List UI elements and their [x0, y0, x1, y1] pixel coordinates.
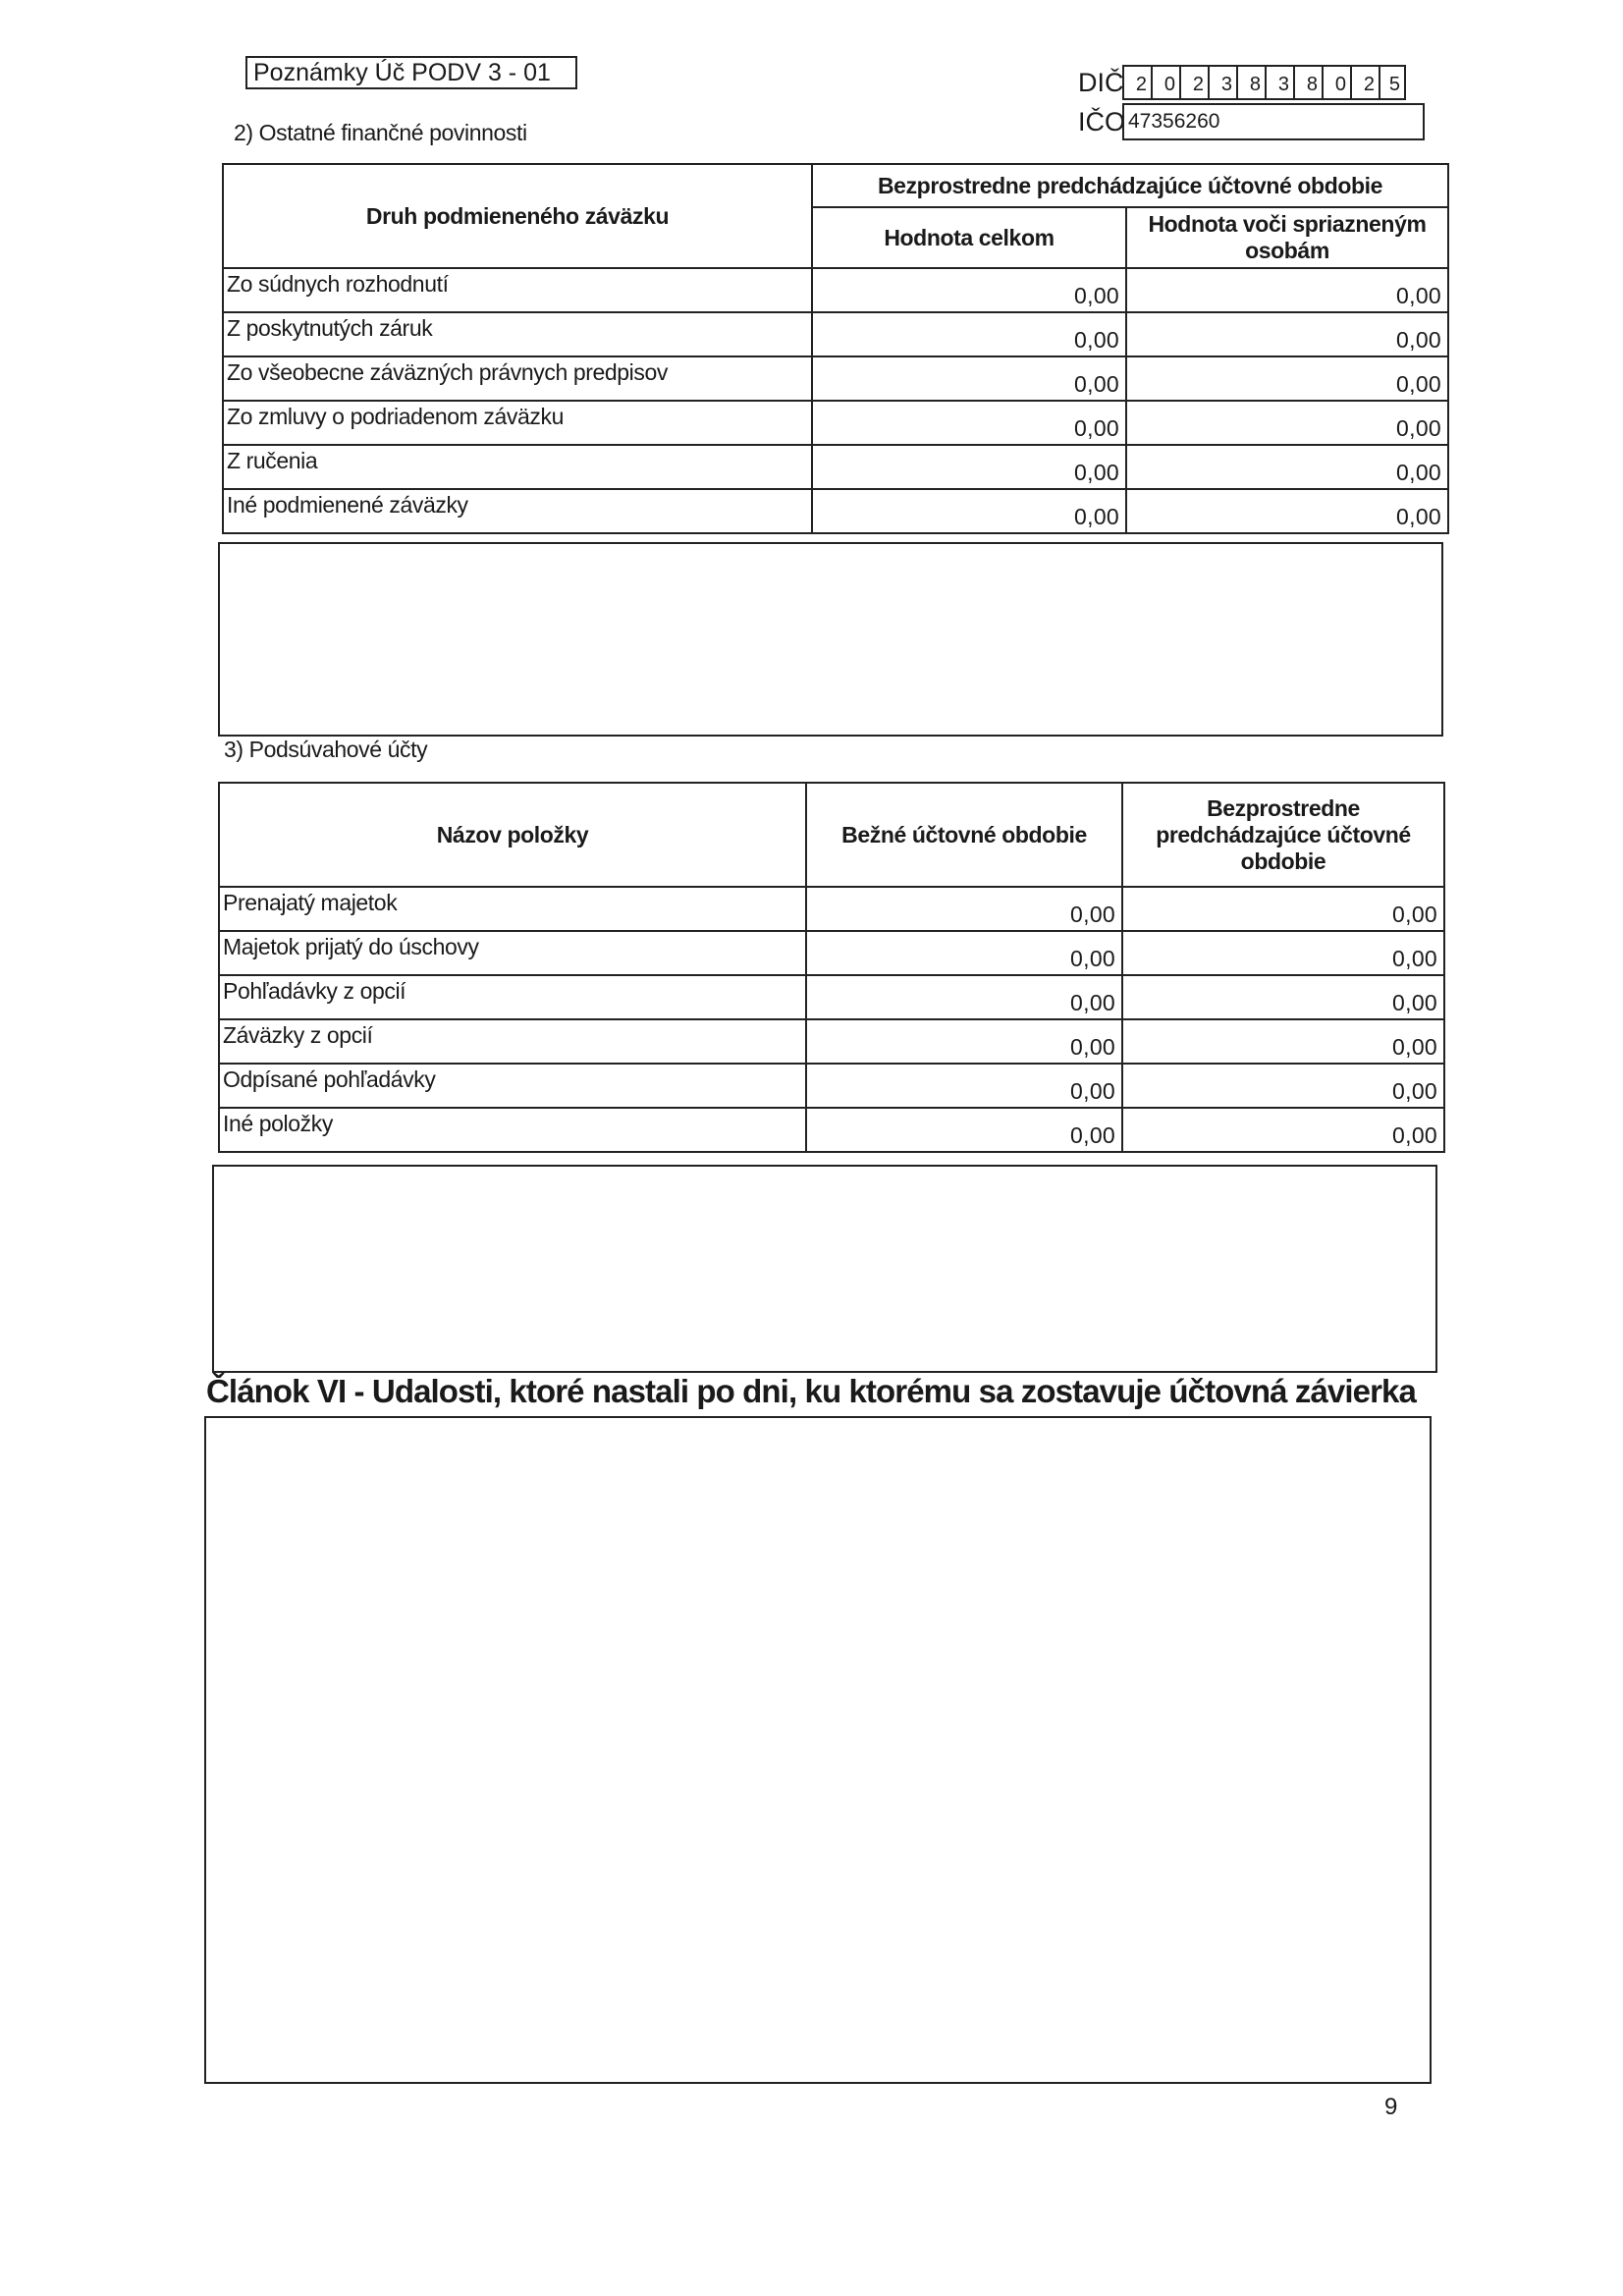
col-header-total-value: Hodnota celkom: [812, 207, 1126, 268]
table-row: [223, 489, 1448, 533]
table-row: [219, 1064, 1444, 1108]
value-previous: 0,00: [1122, 1108, 1444, 1152]
table-row: [219, 931, 1444, 975]
value-previous: 0,00: [1122, 1064, 1444, 1108]
dic-digit: 2: [1124, 67, 1153, 98]
dic-digit: 3: [1210, 67, 1238, 98]
off-balance-accounts-table: [218, 782, 1445, 1153]
value-total: 0,00: [812, 401, 1126, 445]
value-current: 0,00: [806, 1108, 1122, 1152]
table-row: [219, 887, 1444, 931]
dic-digit: 5: [1388, 74, 1400, 95]
dic-digit: 3: [1267, 67, 1295, 98]
row-label: Zo súdnych rozhodnutí: [223, 268, 812, 312]
value-related: 0,00: [1126, 356, 1448, 401]
section-3-title: 3) Podsúvahové účty: [224, 737, 428, 762]
value-total: 0,00: [812, 489, 1126, 533]
row-label: Odpísané pohľadávky: [219, 1064, 806, 1108]
row-label: Z poskytnutých záruk: [223, 312, 812, 356]
value-total: 0,00: [812, 268, 1126, 312]
article-6-heading: Článok VI - Udalosti, ktoré nastali po dni, ku ktorému sa zostavuje účtovná závierka: [206, 1373, 1416, 1409]
value-current: 0,00: [806, 1019, 1122, 1064]
dic-digit: 8: [1295, 67, 1324, 98]
row-label: Záväzky z opcií: [219, 1019, 806, 1064]
dic-label: DIČ: [1078, 68, 1124, 97]
col-header-liability-type: Druh podmieneného záväzku: [223, 164, 812, 268]
table-row: [223, 401, 1448, 445]
row-label: Iné podmienené záväzky: [223, 489, 812, 533]
col-header-related-parties-value: Hodnota voči spriazneným osobám: [1126, 207, 1448, 268]
section-3-note-box: [212, 1165, 1437, 1373]
table-row: [219, 975, 1444, 1019]
table-row: [219, 1019, 1444, 1064]
value-previous: 0,00: [1122, 887, 1444, 931]
row-label: Pohľadávky z opcií: [219, 975, 806, 1019]
row-label: Majetok prijatý do úschovy: [219, 931, 806, 975]
contingent-liabilities-table: [222, 163, 1449, 534]
value-related: 0,00: [1126, 489, 1448, 533]
dic-field: [1122, 65, 1406, 100]
col-header-previous-period: Bezprostredne predchádzajúce účtovné obdobie: [1122, 783, 1444, 887]
value-total: 0,00: [812, 312, 1126, 356]
form-title: Poznámky Úč PODV 3 - 01: [245, 56, 577, 89]
page-number: 9: [1384, 2094, 1398, 2120]
value-current: 0,00: [806, 887, 1122, 931]
value-total: 0,00: [812, 356, 1126, 401]
row-label: Iné položky: [219, 1108, 806, 1152]
row-label: Zo zmluvy o podriadenom záväzku: [223, 401, 812, 445]
value-previous: 0,00: [1122, 975, 1444, 1019]
row-label: Z ručenia: [223, 445, 812, 489]
dic-digit: 0: [1324, 67, 1352, 98]
dic-digit: 0: [1153, 67, 1181, 98]
value-related: 0,00: [1126, 268, 1448, 312]
table-row: [223, 268, 1448, 312]
dic-digit: 2: [1181, 67, 1210, 98]
value-current: 0,00: [806, 931, 1122, 975]
table-row: [223, 312, 1448, 356]
value-related: 0,00: [1126, 401, 1448, 445]
dic-digit: 2: [1352, 67, 1380, 98]
group-header-previous-period: Bezprostredne predchádzajúce účtovné obdobie: [812, 164, 1448, 207]
table-row: [223, 356, 1448, 401]
dic-digit: 8: [1238, 67, 1267, 98]
value-previous: 0,00: [1122, 1019, 1444, 1064]
row-label: Prenajatý majetok: [219, 887, 806, 931]
value-total: 0,00: [812, 445, 1126, 489]
value-current: 0,00: [806, 1064, 1122, 1108]
col-header-current-period: Bežné účtovné obdobie: [806, 783, 1122, 887]
col-header-item-name: Názov položky: [219, 783, 806, 887]
table-row: [219, 1108, 1444, 1152]
section-2-title: 2) Ostatné finančné povinnosti: [234, 120, 527, 145]
row-label: Zo všeobecne záväzných právnych predpisov: [223, 356, 812, 401]
value-previous: 0,00: [1122, 931, 1444, 975]
table-row: [223, 445, 1448, 489]
ico-field: 47356260: [1122, 103, 1425, 140]
value-related: 0,00: [1126, 312, 1448, 356]
ico-label: IČO: [1078, 107, 1126, 137]
section-2-note-box: [218, 542, 1443, 737]
article-6-content-box: [204, 1416, 1432, 2084]
value-current: 0,00: [806, 975, 1122, 1019]
value-related: 0,00: [1126, 445, 1448, 489]
